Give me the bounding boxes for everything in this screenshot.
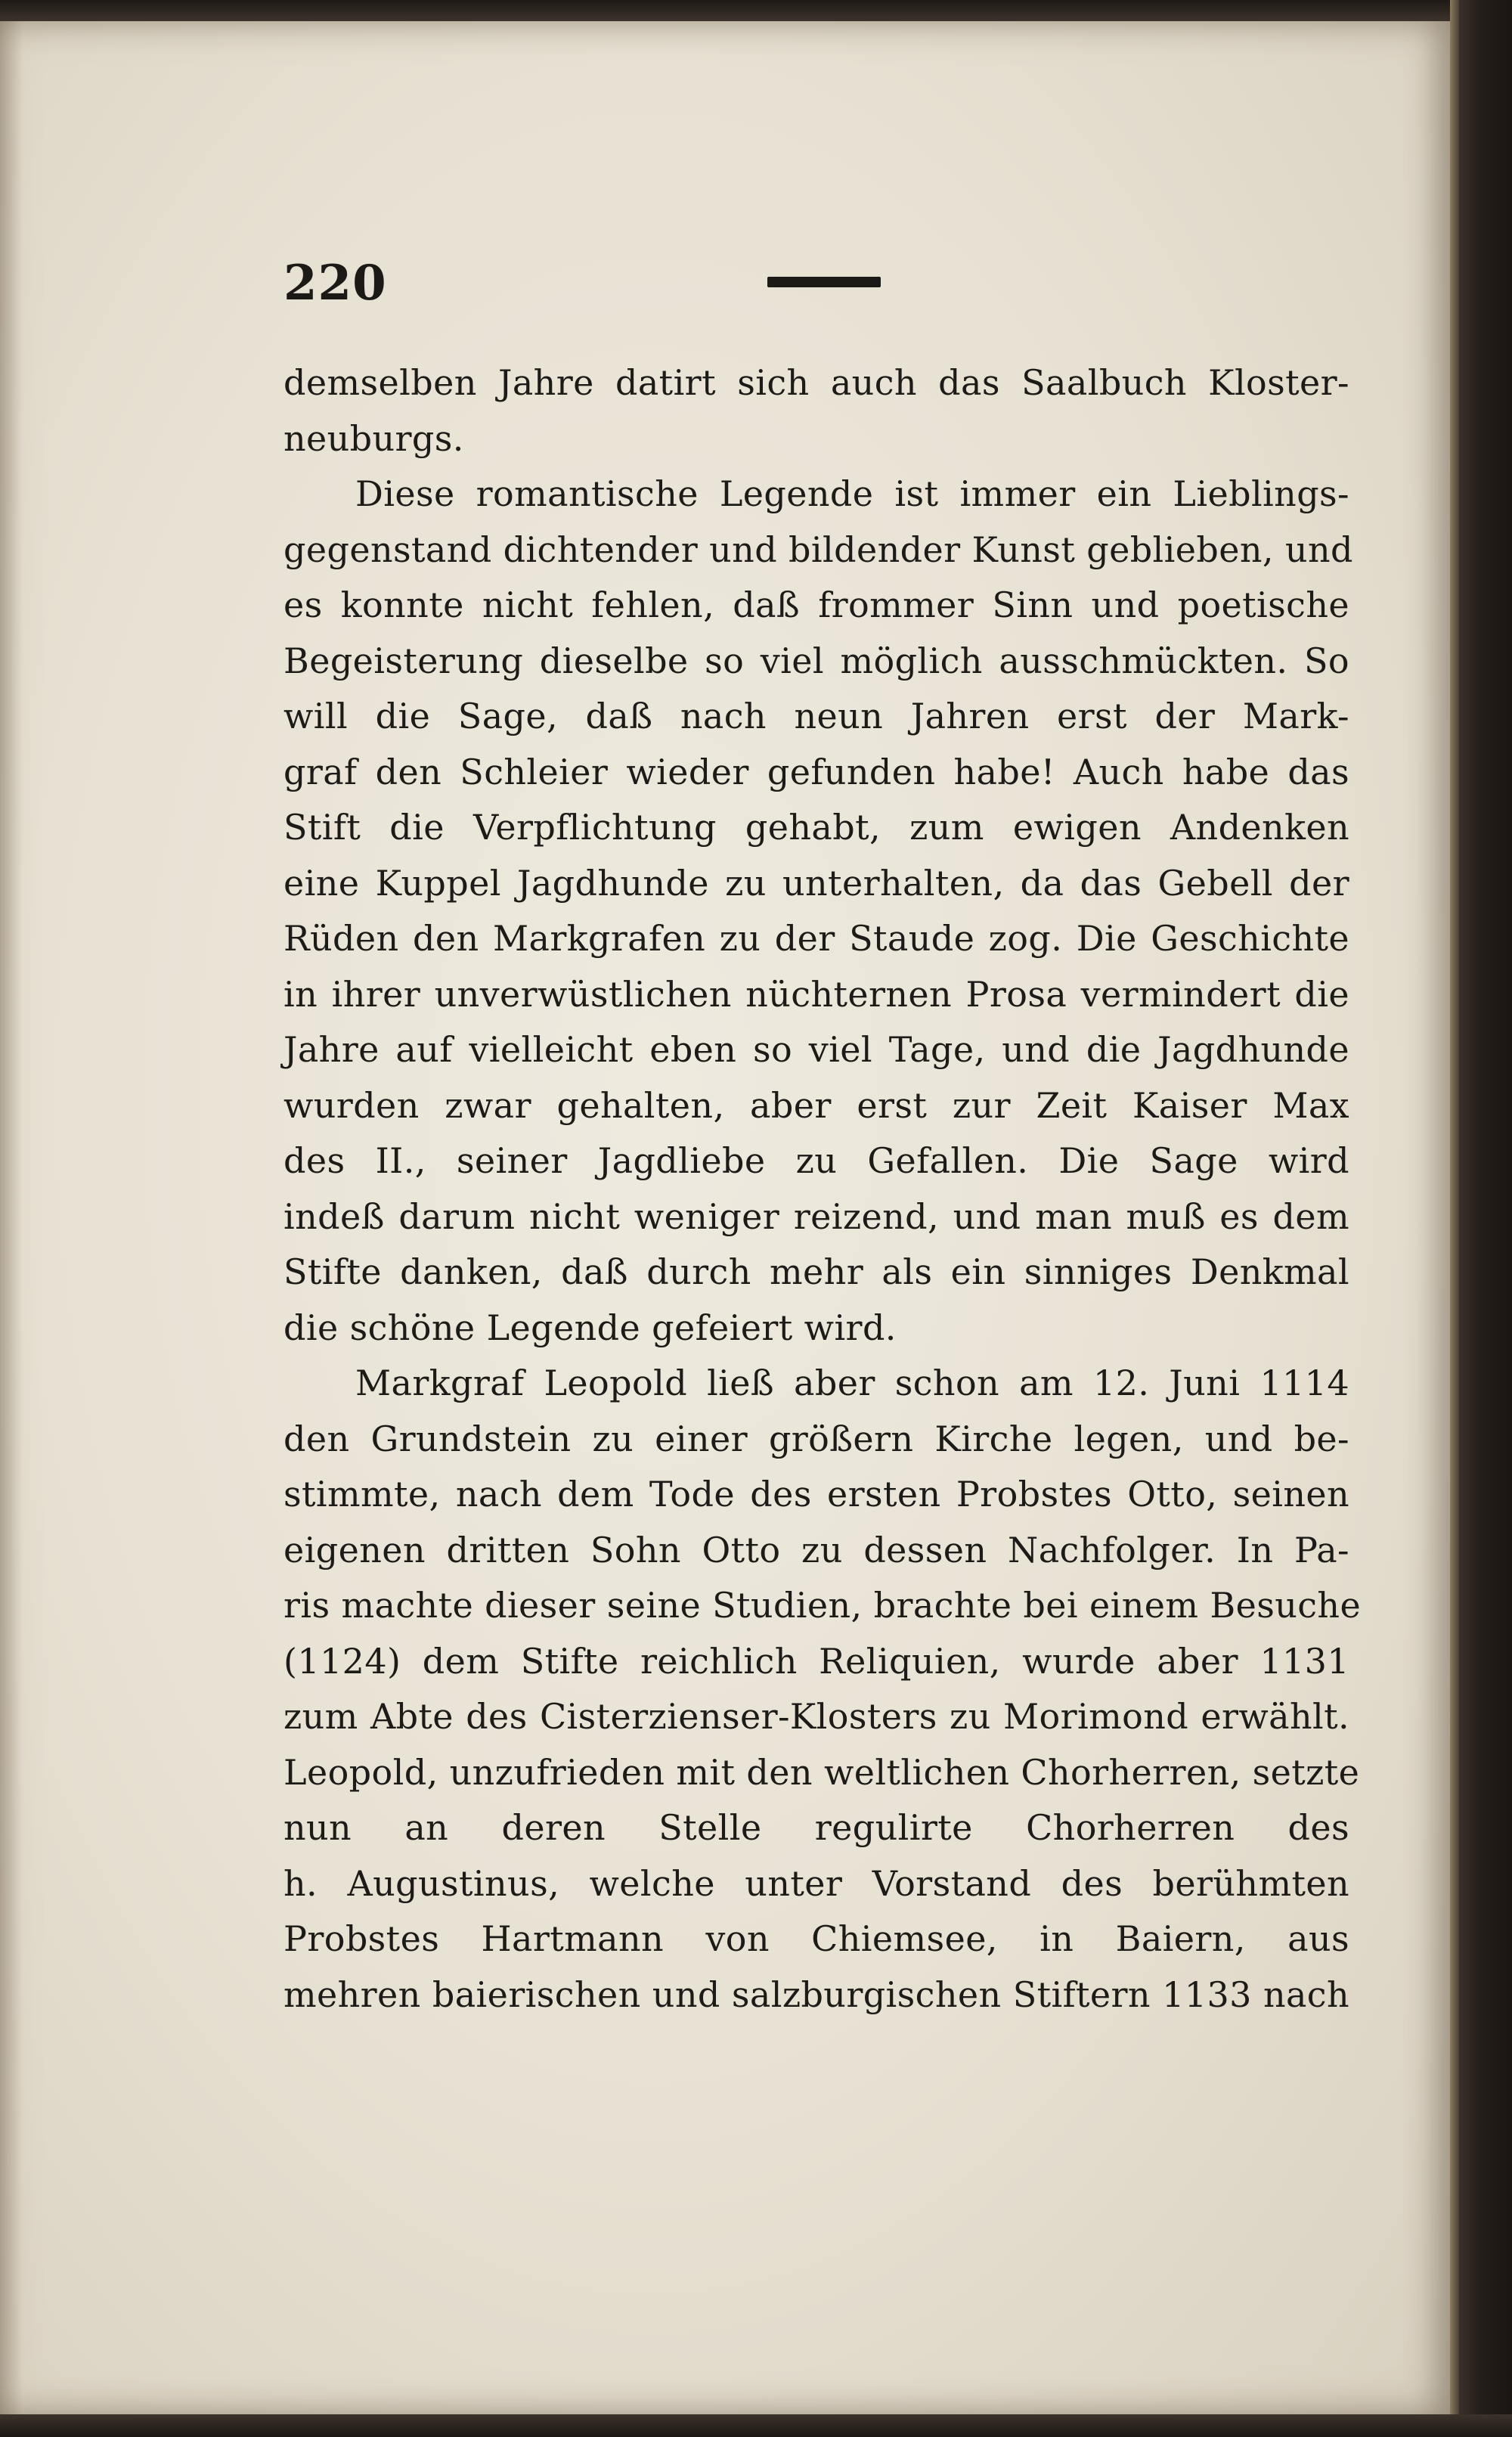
text-line: in ihrer unverwüstlichen nüchternen Prosa vermindert die: [284, 973, 1349, 1015]
text-line: Begeisterung dieselbe so viel möglich ausschmückten. So: [284, 640, 1349, 681]
text-line: nun an deren Stelle regulirte Chorherren des: [284, 1807, 1349, 1848]
text-line: Markgraf Leopold ließ aber schon am 12. Juni 1114: [355, 1363, 1349, 1403]
bottom-edge: [0, 2414, 1512, 2437]
text-line: die schöne Legende gefeiert wird.: [284, 1307, 897, 1348]
top-edge: [0, 0, 1512, 21]
text-line: Leopold, unzufrieden mit den weltlichen Chorherren, setzte: [284, 1751, 1360, 1793]
text-line: des II., seiner Jagdliebe zu Gefallen. Die Sage wird: [284, 1140, 1349, 1181]
text-line: Probstes Hartmann von Chiemsee, in Baiern, aus: [284, 1918, 1349, 1959]
text-line: h. Augustinus, welche unter Vorstand des berühmten: [284, 1862, 1349, 1904]
text-line: demselben Jahre datirt sich auch das Saalbuch Kloster-: [284, 362, 1349, 403]
text-line: indeß darum nicht weniger reizend, und man muß es dem: [284, 1195, 1349, 1237]
text-line: eine Kuppel Jagdhunde zu unterhalten, da das Gebell der: [284, 862, 1349, 904]
body-text: [284, 355, 1362, 2023]
text-line: Stifte danken, daß durch mehr als ein sinniges Denkmal: [284, 1251, 1349, 1292]
page-left-shadow: [0, 21, 23, 2414]
book-binding: [1459, 0, 1512, 2437]
text-line: graf den Schleier wieder gefunden habe! Auch habe das: [284, 751, 1349, 792]
text-line: neuburgs.: [284, 417, 464, 459]
text-line: stimmte, nach dem Tode des ersten Probstes Otto, seinen: [284, 1474, 1349, 1515]
page-header: [284, 250, 1342, 318]
text-line: will die Sage, daß nach neun Jahren erst der Mark-: [284, 696, 1349, 736]
page-edge: [1450, 0, 1459, 2437]
text-line: Jahre auf vielleicht eben so viel Tage, und die Jagdhunde: [284, 1029, 1349, 1070]
text-line: den Grundstein zu einer größern Kirche legen, und be-: [284, 1418, 1349, 1459]
text-line: wurden zwar gehalten, aber erst zur Zeit Kaiser Max: [284, 1084, 1349, 1126]
text-line: es konnte nicht fehlen, daß frommer Sinn und poetische: [284, 584, 1349, 625]
text-line: Stift die Verpflichtung gehabt, zum ewigen Andenken: [284, 807, 1349, 848]
text-line: gegenstand dichtender und bildender Kunst geblieben, und: [284, 529, 1353, 570]
text-line: Rüden den Markgrafen zu der Staude zog. Die Geschichte: [284, 918, 1349, 959]
text-line: (1124) dem Stifte reichlich Reliquien, wurde aber 1131: [284, 1640, 1349, 1682]
page-number: 220: [284, 255, 387, 312]
header-rule: [767, 277, 881, 287]
text-line: zum Abte des Cisterzienser-Klosters zu Morimond erwählt.: [284, 1696, 1349, 1737]
text-line: mehren baierischen und salzburgischen Stiftern 1133 nach: [284, 1973, 1349, 2015]
text-line: Diese romantische Legende ist immer ein Lieblings-: [355, 473, 1349, 514]
text-line: eigenen dritten Sohn Otto zu dessen Nachfolger. In Pa-: [284, 1529, 1349, 1570]
text-line: ris machte dieser seine Studien, brachte bei einem Besuche: [284, 1585, 1362, 1626]
